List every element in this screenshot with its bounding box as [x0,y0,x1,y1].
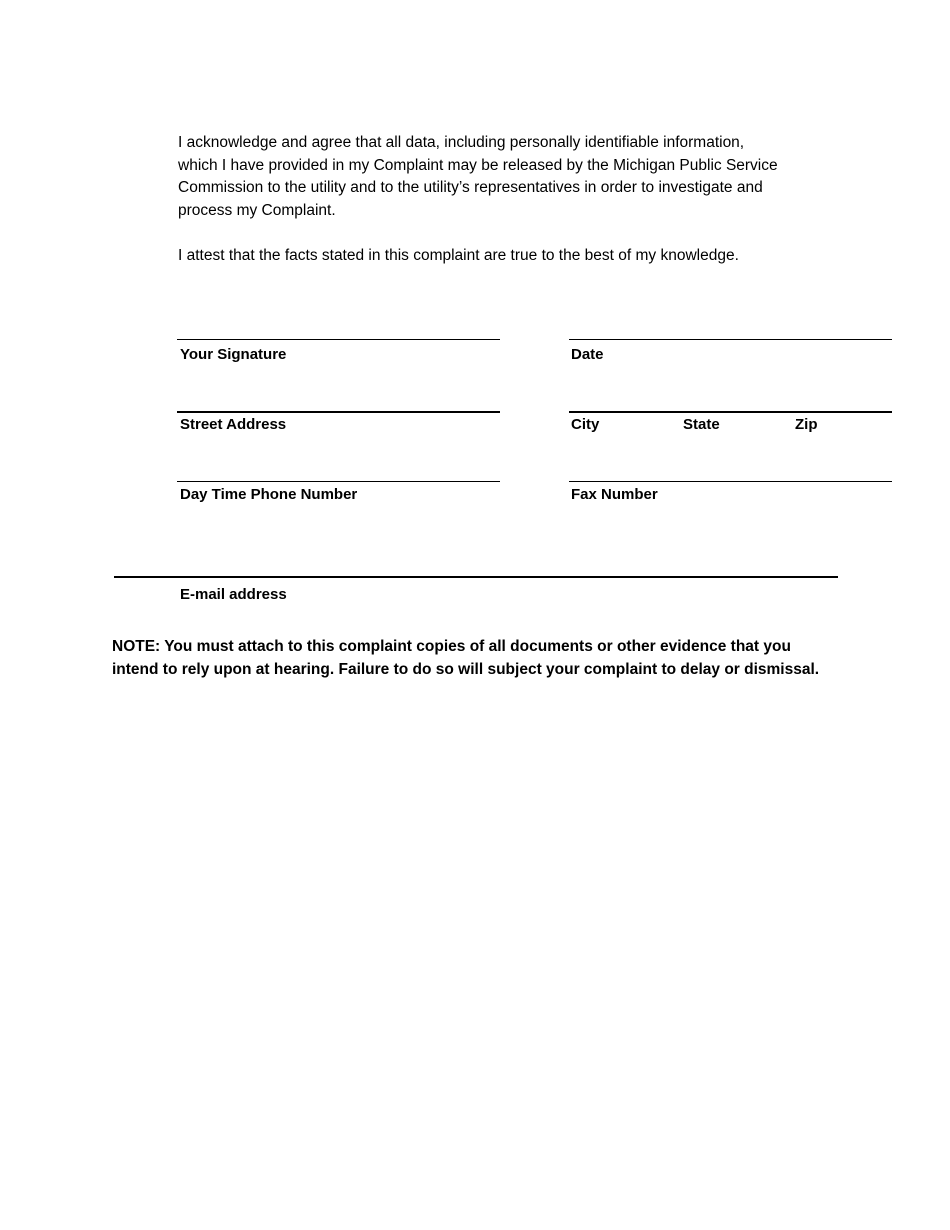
date-label: Date [571,346,604,363]
date-line[interactable] [569,339,892,340]
state-label: State [683,416,720,433]
day-phone-line[interactable] [177,481,500,482]
street-address-line[interactable] [177,411,500,413]
email-label: E-mail address [180,586,287,603]
email-line[interactable] [114,576,838,578]
zip-label: Zip [795,416,818,433]
attestation-paragraph: I attest that the facts stated in this complaint are true to the best of my knowledge. [178,247,739,264]
city-label: City [571,416,600,433]
city-state-zip-line[interactable] [569,411,892,413]
attachment-note: NOTE: You must attach to this complaint copies of all documents or other evidence that you intend to rely upon at hearing. Failure to do so will subject your complaint to delay or dismissal. [112,638,820,678]
signature-label: Your Signature [180,346,287,363]
fax-label: Fax Number [571,486,658,503]
fax-line[interactable] [569,481,892,482]
day-phone-label: Day Time Phone Number [180,486,358,503]
street-address-label: Street Address [180,416,287,433]
acknowledgement-paragraph: I acknowledge and agree that all data, including personally identifiable information, which I have provided in my Complaint may be released by the Michigan Public Service Commission to the utility and to the utility’s representatives in order to investigate and process my Complaint. [178,134,778,219]
signature-line[interactable] [177,339,500,340]
